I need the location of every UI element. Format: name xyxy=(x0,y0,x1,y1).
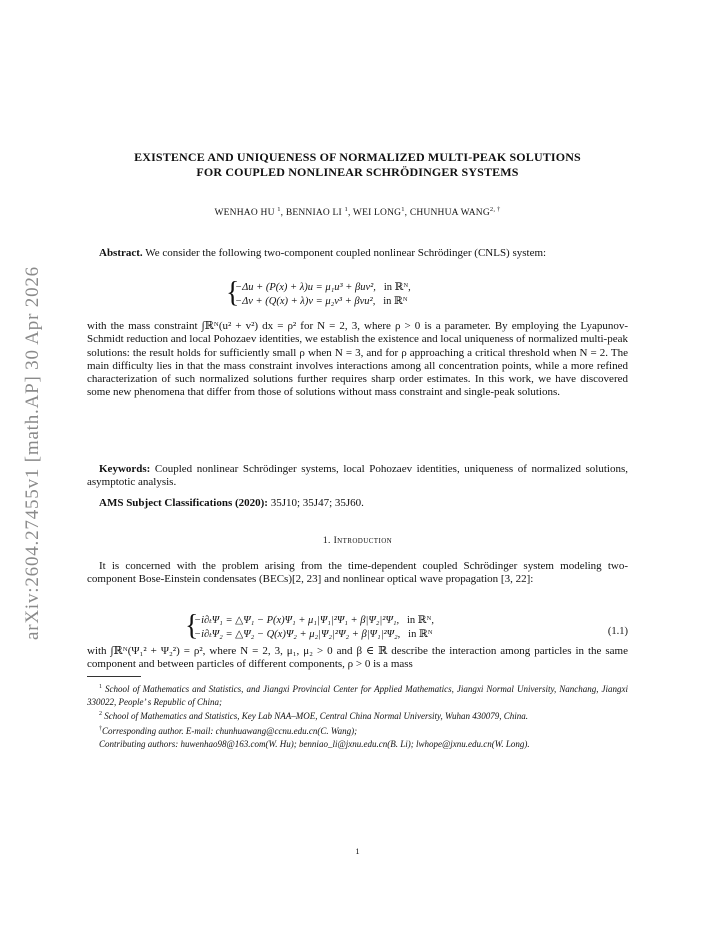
author-affiliation-mark: 1 xyxy=(344,206,348,213)
footnote-divider xyxy=(87,676,141,677)
keywords-text: Coupled nonlinear Schrödinger systems, local Pohozaev identities, uniqueness of normalized solutions, asymptotic analysis. xyxy=(87,463,629,489)
keywords-paragraph xyxy=(87,463,628,490)
arxiv-identifier-stamp: arXiv:2604.27455v1 [math.AP] 30 Apr 2026 xyxy=(22,266,43,640)
footnote-affiliation-1: $^1$ School of Mathematics and Statistics, and Jiangxi Provincial Center for Applied Mathematics, Jiangxi Normal University, Nanchang, Jiangxi 330022, People’ s Republic of China; xyxy=(87,684,629,707)
tdse-equation-1-domain: in ℝᴺ, xyxy=(407,615,434,626)
cnls-equation-1: −Δu + (P(x) + λ)u = μ₁u³ + βuv², xyxy=(235,282,376,293)
cnls-equation-2-domain: in ℝᴺ xyxy=(383,296,408,307)
author-affiliation-mark: 2, † xyxy=(489,206,501,213)
ams-label: AMS Subject Classifications (2020): xyxy=(99,497,268,509)
tdse-equation-2-domain: in ℝᴺ xyxy=(408,629,433,640)
paper-title xyxy=(87,150,628,180)
ams-codes: 35J10; 35J47; 35J60. xyxy=(270,497,364,509)
abstract-intro-text: We consider the following two-component coupled nonlinear Schrödinger (CNLS) system: xyxy=(145,247,547,259)
footnote-affiliation-2: $^2$ School of Mathematics and Statistics, Key Lab NAA–MOE, Central China Normal University, Wuhan 430079, China. xyxy=(99,711,528,722)
intro-paragraph-1: It is concerned with the problem arising from the time-dependent coupled Schrödinger system modeling two-component Bose-Einstein condensates (BECs)[2, 23] and nonlinear optical wave propagation [3, 22]: xyxy=(87,560,628,586)
section-number: 1. xyxy=(322,536,331,546)
cnls-system-equation: { −Δu + (P(x) + λ)u = μ₁u³ + βuv², in ℝᴺ, −Δv + (Q(x) + λ)v = μ₂v³ + βvu², in ℝᴺ xyxy=(226,276,411,309)
page-number: 1 xyxy=(355,846,360,856)
ams-classification xyxy=(87,497,628,510)
footnote-contributing-authors: Contributing authors: huwenhao98@163.com(W. Hu); benniao_li@jxnu.edu.cn(B. Li); lwhope@jxnu.edu.cn(W. Long). xyxy=(99,738,530,749)
abstract-body: with the mass constraint ∫ℝᴺ(u² + v²) dx = ρ² for N = 2, 3, where ρ > 0 is a parameter. By employing the Lyapunov-Schmidt reduction and local Pohozaev identities, we establish the existence and local uniqueness of normalized multi-peak solutions: the result holds for sufficiently small ρ when N = 3, and for ρ approaching a critical threshold when N = 2. The main difficulty lies in that the mass constraint involves interactions among all concentration points, while a more refined characterization of such normalized solutions further requires sharp order estimates. In this work, we have discovered some new phenomena that differ from those of solutions without mass constraint and single-peak solutions. xyxy=(87,320,628,399)
cnls-equation-2: −Δv + (Q(x) + λ)v = μ₂v³ + βvu², xyxy=(235,296,376,307)
author-affiliation-mark: 1 xyxy=(277,206,281,213)
footnotes xyxy=(87,681,628,751)
author-name: BENNIAO LI xyxy=(285,208,342,219)
footnote-corresponding-author: †Corresponding author. E-mail: chunhuawang@ccnu.edu.cn(C. Wang); xyxy=(99,726,358,737)
author-affiliation-mark: 1 xyxy=(401,206,405,213)
tdse-equation-2: −i∂ₜΨ₂ = △Ψ₂ − Q(x)Ψ₂ + μ₂|Ψ₂|²Ψ₂ + β|Ψ₁|²Ψ₂, xyxy=(194,629,401,640)
equation-number: (1.1) xyxy=(607,626,628,637)
title-line-1: EXISTENCE AND UNIQUENESS OF NORMALIZED MULTI-PEAK SOLUTIONS xyxy=(134,150,581,164)
title-line-2: FOR COUPLED NONLINEAR SCHRÖDINGER SYSTEMS xyxy=(196,165,519,179)
intro-paragraph-2: with ∫ℝᴺ(Ψ₁² + Ψ₂²) = ρ², where N = 2, 3, μ₁, μ₂ > 0 and β ∈ ℝ describe the interaction among particles in the same component and between particles of different components, ρ > 0 is a mass xyxy=(87,645,628,671)
abstract-intro xyxy=(87,247,628,260)
author-list: WENHAO HU $^1$, BENNIAO LI $^1$, WEI LONG$^1$, CHUNHUA $WANG^{2, \dagger}$ xyxy=(214,206,501,219)
time-dependent-system-equation: { −i∂ₜΨ₁ = △Ψ₁ − P(x)Ψ₁ + μ₁|Ψ₁|²Ψ₁ + β|Ψ₂|²Ψ₁, in ℝᴺ, −i∂ₜΨ₂ = △Ψ₂ − Q(x)Ψ₂ + μ₂|Ψ₂|²Ψ₂ + β|Ψ₁|²Ψ₂, in ℝᴺ xyxy=(185,609,434,642)
section-heading-introduction xyxy=(87,536,628,546)
cnls-equation-1-domain: in ℝᴺ, xyxy=(383,282,411,293)
author-name: WENHAO HU xyxy=(214,208,275,219)
author-name: CHUNHUA WANG xyxy=(409,208,490,219)
keywords-label: Keywords: xyxy=(99,463,151,475)
abstract-label: Abstract. xyxy=(99,247,143,259)
section-title: Introduction xyxy=(333,536,393,546)
tdse-equation-1: −i∂ₜΨ₁ = △Ψ₁ − P(x)Ψ₁ + μ₁|Ψ₁|²Ψ₁ + β|Ψ₂|²Ψ₁, xyxy=(194,615,400,626)
author-name: WEI LONG xyxy=(352,208,402,219)
